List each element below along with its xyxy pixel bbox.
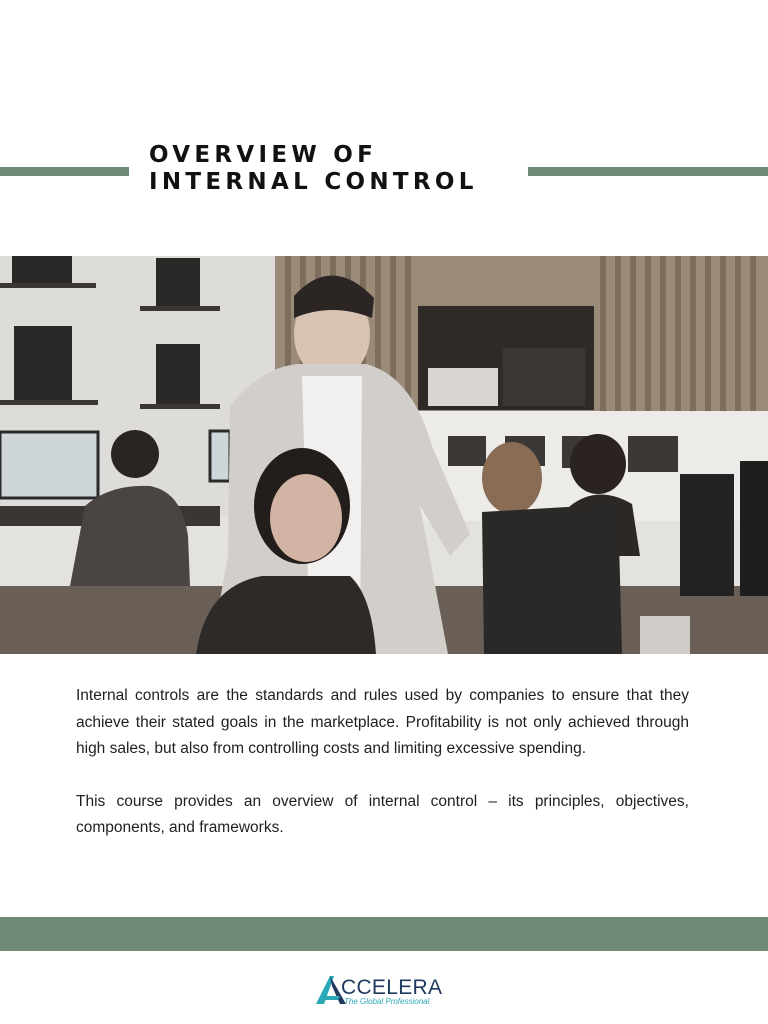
- logo-wordmark: CCELERA: [341, 976, 443, 999]
- title-rule-right: [528, 167, 768, 176]
- office-photo-illustration: [0, 256, 768, 654]
- title-rule-left: [0, 167, 129, 176]
- body-text: [76, 683, 689, 868]
- footer-band: [0, 917, 768, 951]
- page-title-line-2: INTERNAL CONTROL: [149, 169, 478, 195]
- page-title: [149, 142, 529, 196]
- page-title-line-1: OVERVIEW OF: [149, 142, 378, 168]
- course-paragraph: This course provides an overview of internal control – its principles, objectives, components, and frameworks.: [76, 792, 689, 836]
- accelera-logo: [314, 970, 464, 1010]
- office-photo: [0, 256, 768, 654]
- logo-tagline: The Global Professional: [344, 997, 430, 1006]
- intro-paragraph: Internal controls are the standards and rules used by companies to ensure that they achieve their stated goals in the marketplace. Profitability is not only achieved through high sales, but also from controlling costs and limiting excessive spending.: [76, 687, 689, 757]
